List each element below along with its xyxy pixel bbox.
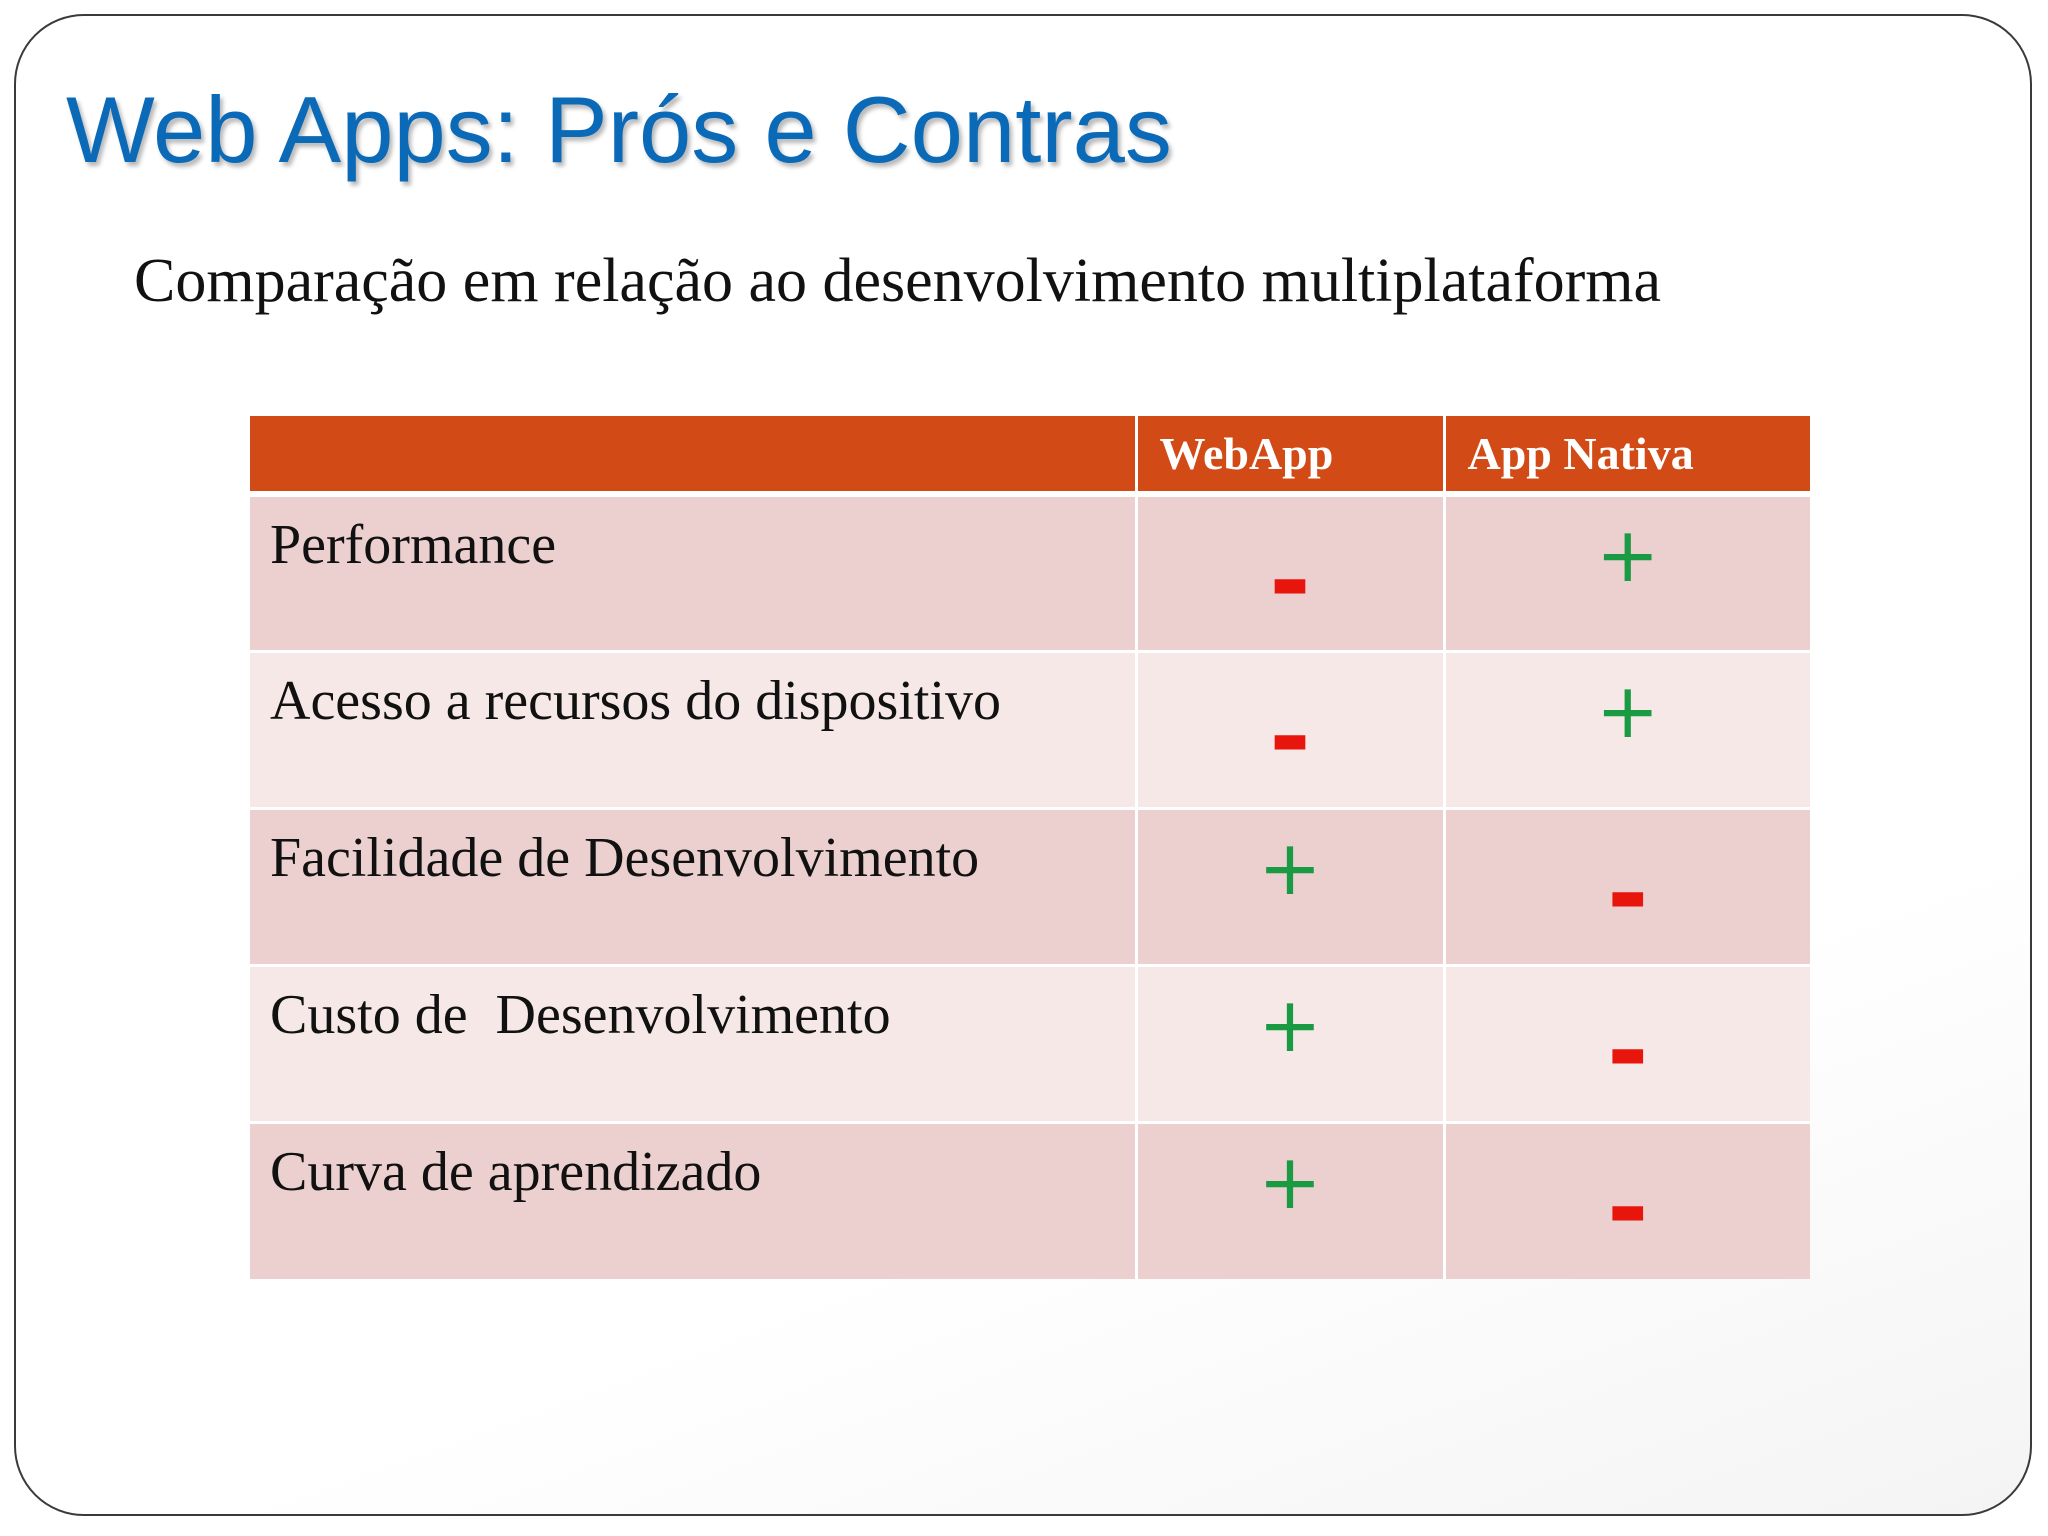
nativa-cell: [1444, 494, 1810, 651]
nativa-mark: +: [1595, 510, 1660, 599]
nativa-cell: [1444, 1122, 1810, 1279]
nativa-mark: -: [1606, 1148, 1649, 1266]
nativa-cell: [1444, 651, 1810, 808]
comparison-table: [250, 416, 1810, 1279]
table-row: [250, 651, 1810, 808]
table-row: [250, 494, 1810, 651]
webapp-mark: -: [1269, 677, 1311, 795]
table-row: [250, 1122, 1810, 1279]
criterion-cell: [250, 808, 1136, 965]
table-header-row: [250, 416, 1810, 494]
webapp-mark: +: [1258, 822, 1322, 912]
slide-title: Web Apps: Prós e Contras: [66, 77, 1172, 182]
criterion-cell: [250, 965, 1136, 1122]
webapp-cell: [1136, 494, 1444, 651]
webapp-mark: +: [1258, 1136, 1322, 1226]
criterion-cell: [250, 651, 1136, 808]
nativa-mark: +: [1595, 665, 1660, 755]
nativa-cell: [1444, 808, 1810, 965]
webapp-cell: [1136, 651, 1444, 808]
header-criterion: [250, 416, 1136, 494]
webapp-mark: -: [1269, 522, 1311, 639]
criterion-label: Acesso a recursos do dispositivo: [270, 669, 1002, 732]
nativa-mark: -: [1606, 834, 1649, 952]
webapp-mark: +: [1258, 979, 1322, 1069]
criterion-label: Curva de aprendizado: [270, 1140, 762, 1203]
webapp-cell: [1136, 1122, 1444, 1279]
webapp-cell: [1136, 808, 1444, 965]
criterion-label: Facilidade de Desenvolvimento: [270, 826, 980, 889]
criterion-label: Custo de Desenvolvimento: [270, 983, 891, 1046]
criterion-cell: [250, 494, 1136, 651]
webapp-cell: [1136, 965, 1444, 1122]
table-row: [250, 965, 1810, 1122]
criterion-label: Performance: [270, 514, 557, 576]
table-row: [250, 808, 1810, 965]
slide-subtitle: Comparação em relação ao desenvolvimento multiplataforma: [134, 247, 1662, 315]
criterion-cell: [250, 1122, 1136, 1279]
slide: [14, 14, 2032, 1516]
nativa-mark: -: [1606, 991, 1649, 1109]
header-webapp: WebApp: [1136, 416, 1444, 494]
header-app-nativa: App Nativa: [1444, 416, 1810, 494]
nativa-cell: [1444, 965, 1810, 1122]
